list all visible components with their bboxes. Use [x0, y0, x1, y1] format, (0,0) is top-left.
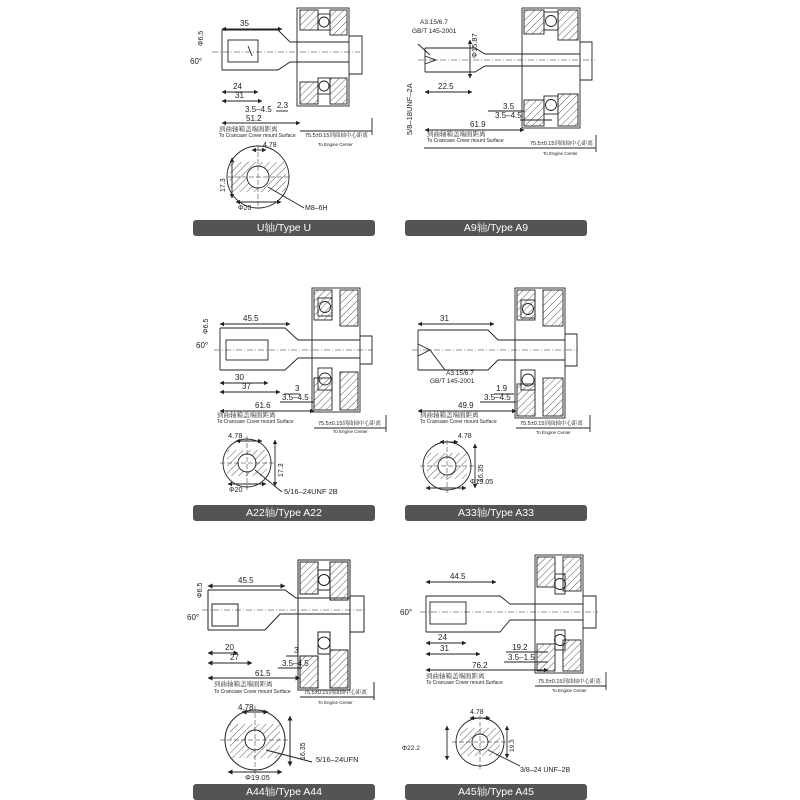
dim-bore: Φ22.2	[402, 745, 420, 752]
dim-455: 45.5	[243, 314, 259, 323]
dim-31: 31	[235, 91, 244, 100]
dim-unf: 5/8–18UNF–2A	[405, 83, 414, 135]
dim-30: 30	[235, 373, 244, 382]
caption-type-a33: A33轴/Type A33	[405, 505, 587, 521]
dim-std: GB/T 145-2001	[412, 28, 457, 35]
shaft	[412, 330, 578, 370]
dim-width: 4.78	[458, 433, 472, 440]
dim-27: 27	[230, 653, 239, 662]
panel-type-u	[212, 8, 372, 209]
dim-height: 16.35	[300, 742, 307, 760]
dim-width: 4.78	[238, 703, 254, 712]
note-center-en: To Engine Center	[536, 430, 571, 435]
dim-225: 22.5	[438, 82, 454, 91]
dim-619: 61.9	[470, 120, 486, 129]
dim-dia: Φ6.5	[197, 582, 204, 598]
dim-thread: 3/8–24 UNF–2B	[520, 767, 571, 774]
caption-type-u: U轴/Type U	[193, 220, 375, 236]
note-center-cn: 75.5±0.15到曲轴中心距离	[538, 679, 601, 685]
dim-angle: 60°	[187, 613, 200, 622]
housing	[515, 288, 577, 418]
note-cn: 到曲轴箱盖端面距离	[427, 131, 486, 138]
dim-dia: Φ15.87	[470, 33, 479, 58]
shaft	[214, 328, 372, 370]
dim-center: A3.15/6.7	[446, 370, 474, 377]
note-center-en: To Engine Center	[552, 688, 587, 693]
housing	[297, 8, 362, 106]
housing	[298, 560, 364, 690]
dim-20: 20	[225, 643, 234, 652]
dim-width: 4.78	[470, 709, 484, 716]
dim-thread: 5/16–24UNF 2B	[284, 487, 338, 496]
dim-3: 3	[294, 646, 299, 655]
dim-37: 37	[242, 382, 251, 391]
note-en: To Crancase Cover mount Surface	[426, 680, 503, 686]
dim-445: 44.5	[450, 572, 466, 581]
panel-type-a22	[214, 288, 386, 492]
dim-dia: Φ6.5	[198, 30, 205, 46]
dim-762: 76.2	[472, 661, 488, 670]
caption-type-a44: A44轴/Type A44	[193, 784, 375, 800]
shaft	[418, 48, 595, 72]
note-en: To Crancase Cover mount Surface	[217, 419, 294, 425]
dim-499: 49.9	[458, 401, 474, 410]
panel-type-a45	[420, 555, 606, 770]
dim-height: 17.3	[278, 463, 285, 477]
dim-24: 24	[233, 82, 242, 91]
dim-bore: Φ19.05	[470, 479, 494, 486]
end-view	[227, 145, 304, 209]
dim-height: 17.3	[220, 178, 227, 192]
dim-height: 19.3	[509, 739, 516, 752]
housing	[535, 555, 596, 673]
end-view	[420, 440, 476, 493]
dim-angle: 60°	[190, 57, 203, 66]
dim-angle: 60°	[196, 341, 209, 350]
dim-345: 3.5–4.5	[282, 659, 309, 668]
dim-23: 2.3	[277, 101, 289, 110]
dim-345: 3.5–4.5	[245, 105, 272, 114]
note-center-en: To Engine Center	[333, 429, 368, 434]
note-center-en: To Engine Center	[543, 151, 578, 156]
note-center-cn: 75.5±0.15到曲轴中心距离	[318, 421, 381, 427]
note-cn: 到曲轴箱盖端面距离	[219, 126, 278, 133]
dim-3: 3	[295, 384, 300, 393]
dim-35: 3.5	[503, 102, 515, 111]
dim-19: 1.9	[496, 384, 508, 393]
dim-bore: Φ20	[229, 487, 243, 494]
dim-345: 3.5–4.5	[495, 111, 522, 120]
note-center-cn: 75.5±0.15到曲轴中心距离	[305, 133, 368, 139]
dim-width: 4.78	[228, 431, 243, 440]
dim-31: 31	[440, 314, 449, 323]
note-en: To Crancase Cover mount Surface	[427, 138, 504, 144]
note-cn: 到曲轴箱盖端面距离	[214, 681, 273, 688]
dim-455: 45.5	[238, 576, 254, 585]
caption-type-a22: A22轴/Type A22	[193, 505, 375, 521]
dim-std: GB/T 145-2001	[430, 378, 475, 385]
housing	[522, 8, 592, 128]
dim-angle: 60°	[400, 608, 413, 617]
end-view	[220, 706, 312, 775]
note-cn: 到曲轴箱盖端面距离	[426, 673, 485, 680]
dim-width: 4.78	[263, 142, 277, 149]
note-en: To Crancase Cover mount Surface	[214, 689, 291, 695]
note-cn: 到曲轴箱盖端面距离	[420, 412, 479, 419]
dim-thread: M8–6H	[305, 205, 328, 212]
dim-height: 16.35	[478, 464, 485, 482]
dim-31: 31	[440, 644, 449, 653]
shaft	[212, 30, 360, 70]
dim-dia: Φ6.5	[203, 318, 210, 334]
dim-bore: Φ19.05	[245, 773, 270, 782]
caption-type-a9: A9轴/Type A9	[405, 220, 587, 236]
dim-thread: 5/16–24UFN	[316, 755, 359, 764]
note-center-en: To Engine Center	[318, 142, 353, 147]
shaft	[420, 596, 598, 632]
dim-bore: Φ20	[238, 205, 252, 212]
note-cn: 到曲轴箱盖端面距离	[217, 412, 276, 419]
end-view	[220, 436, 282, 492]
dim-345: 3.5–4.5	[282, 393, 309, 402]
note-center-cn: 75.5±0.15到曲轴中心距离	[304, 690, 367, 696]
dim-616: 61.6	[255, 401, 271, 410]
note-en: To Crancase Cover mount Surface	[219, 133, 296, 139]
dim-3515: 3.5–1.5	[508, 653, 535, 662]
note-en: To Crancase Cover mount Surface	[420, 419, 497, 425]
dim-345: 3.5–4.5	[484, 393, 511, 402]
caption-type-a45: A45轴/Type A45	[405, 784, 587, 800]
dim-35: 35	[240, 19, 249, 28]
dim-512: 51.2	[246, 114, 262, 123]
note-center-en: To Engine Center	[318, 700, 353, 705]
dim-center: A3.15/6.7	[420, 19, 448, 26]
dim-615: 61.5	[255, 669, 271, 678]
note-center-cn: 75.5±0.15到曲轴中心距离	[530, 141, 593, 147]
dim-24: 24	[438, 633, 447, 642]
dim-192: 19.2	[512, 643, 528, 652]
note-center-cn: 75.5±0.15到曲轴中心距离	[520, 421, 583, 427]
